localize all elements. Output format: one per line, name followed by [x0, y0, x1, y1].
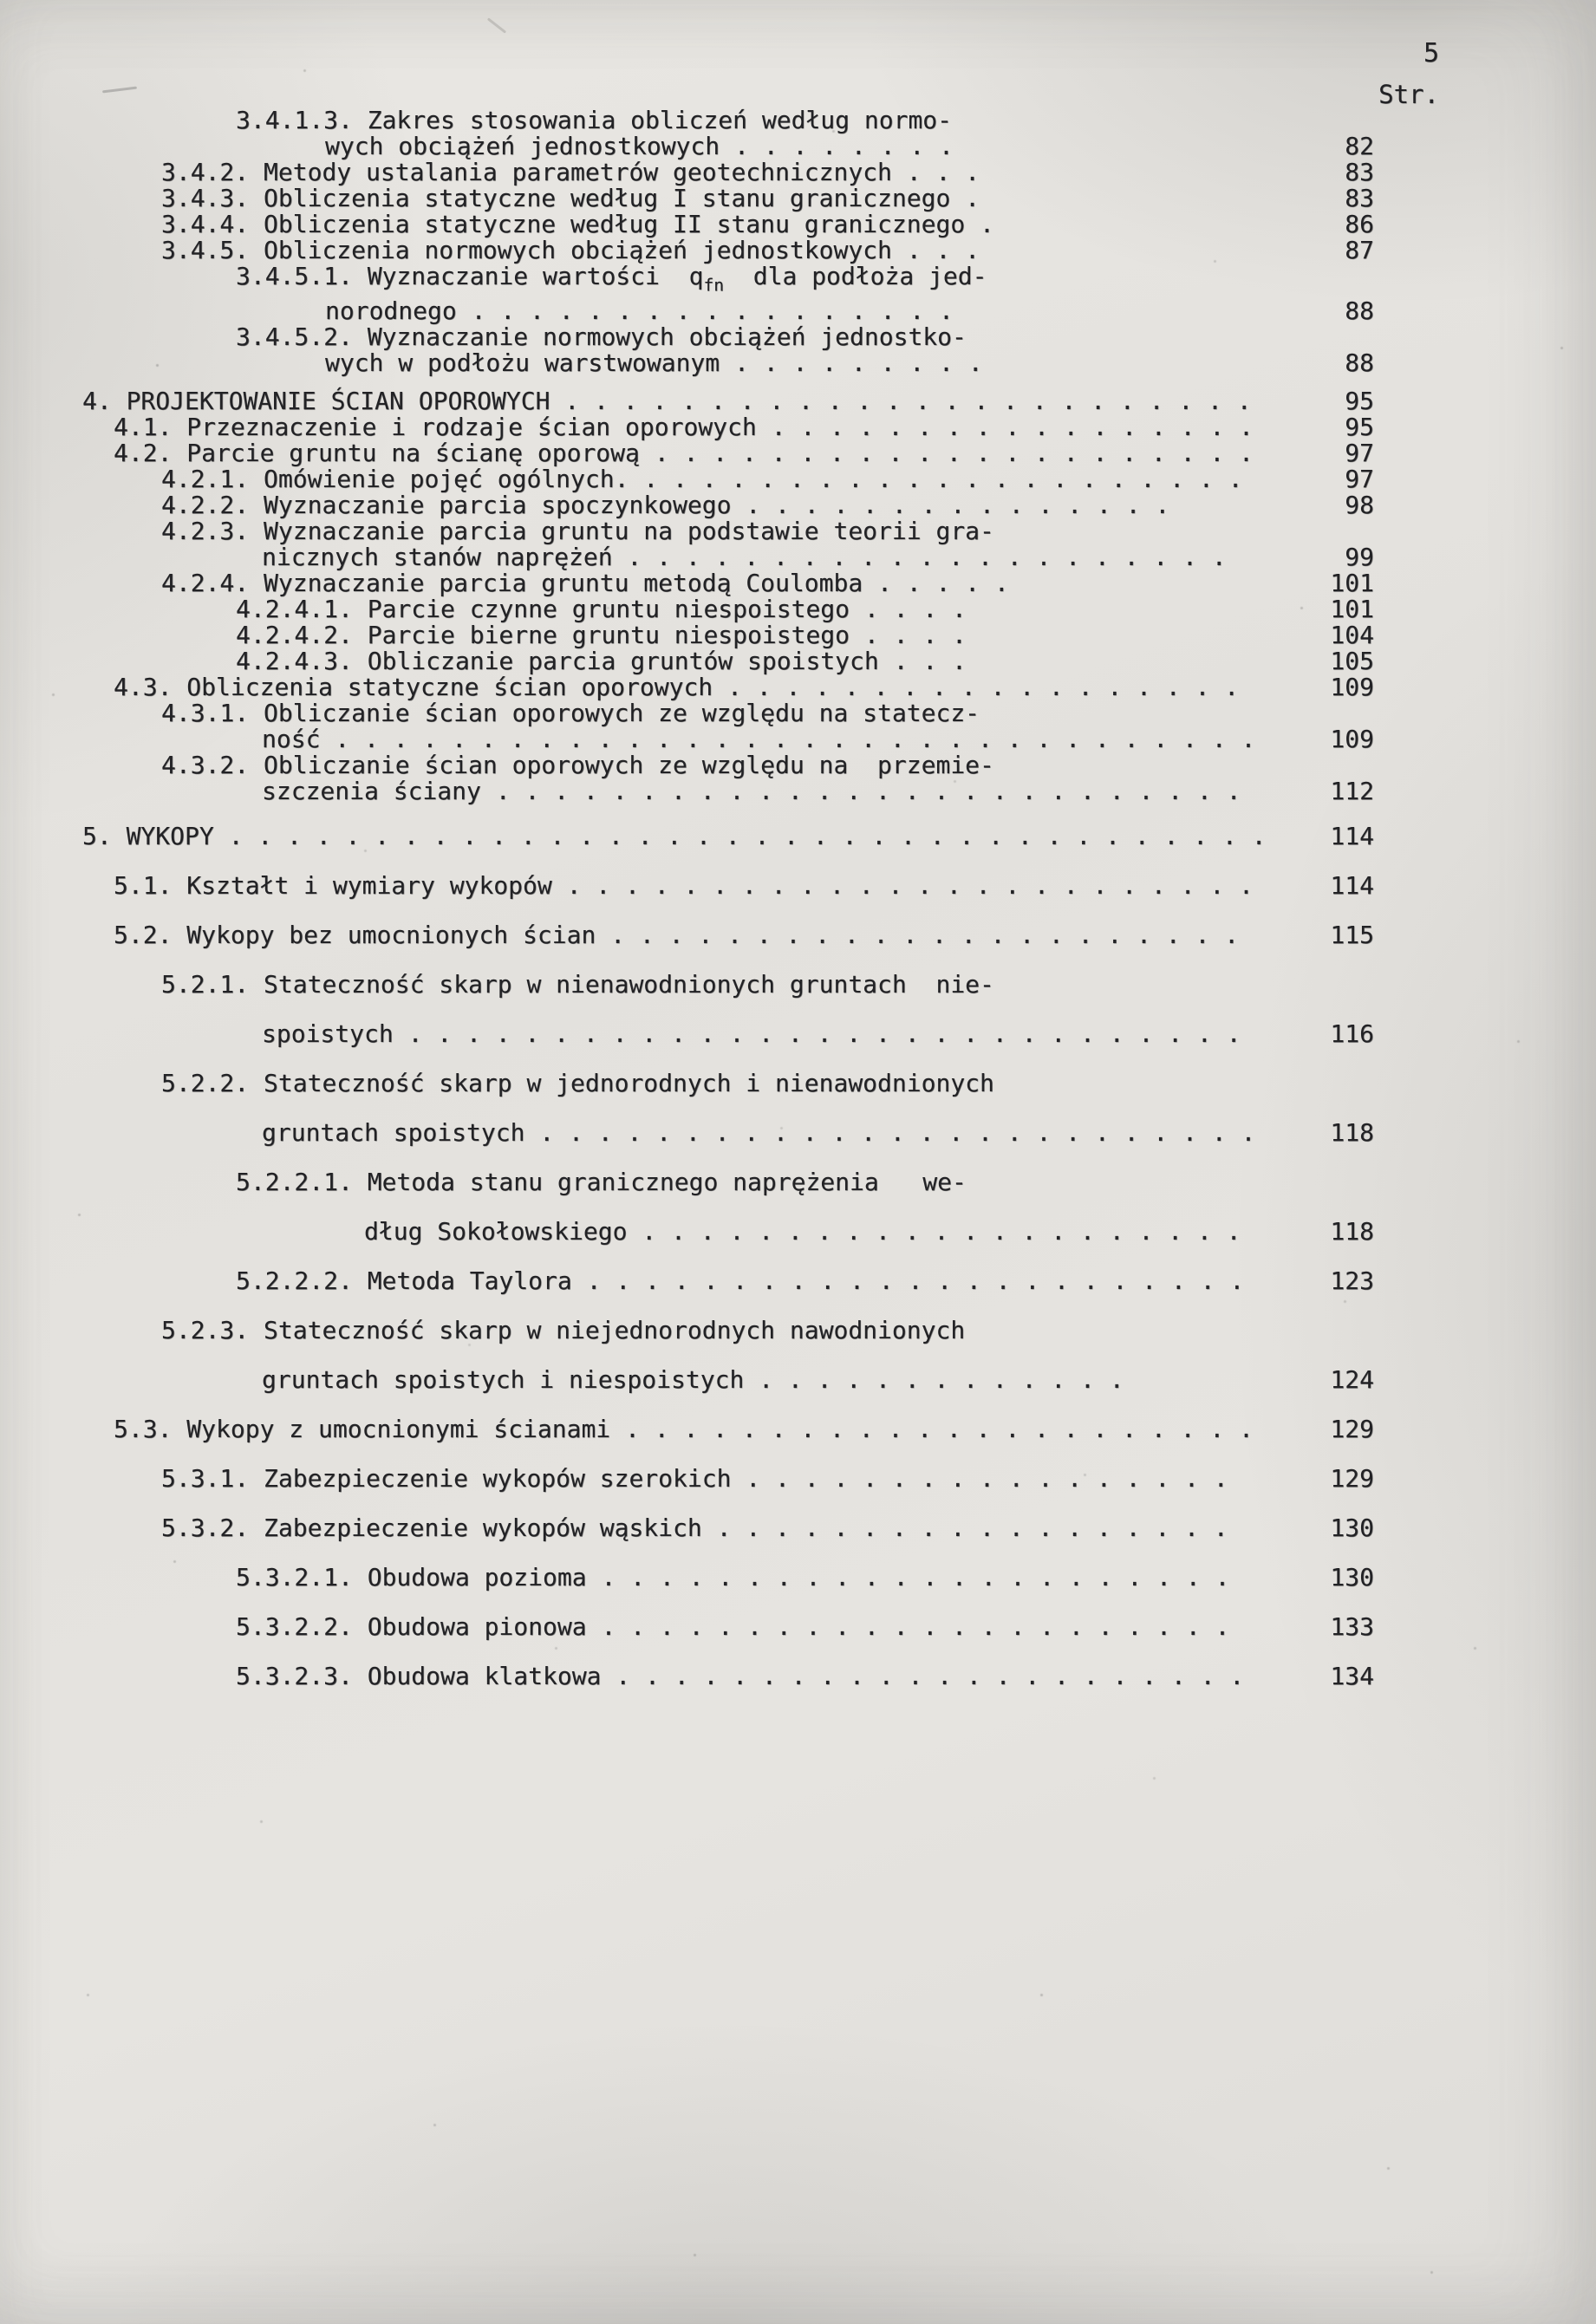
toc-entry-number: 5.2.2.2.	[236, 1266, 368, 1296]
toc-line	[0, 861, 1596, 910]
toc-line	[0, 107, 1596, 133]
toc-entry-title: nicznych stanów naprężeń	[262, 543, 613, 572]
toc-line	[0, 570, 1596, 596]
dot-leader: . . . . . . . . . . . . . . . . . . . . . . .	[571, 1266, 1245, 1296]
toc-line	[0, 752, 1596, 778]
scan-artifact-mark	[487, 17, 506, 33]
toc-entry-text	[161, 212, 994, 238]
toc-line	[0, 596, 1596, 622]
toc-entry-title: Metoda Taylora	[367, 1266, 572, 1296]
toc-entry-number: 5.2.2.	[161, 1069, 264, 1098]
toc-entry-number: 5.2.3.	[161, 1316, 264, 1345]
toc-line	[0, 778, 1596, 804]
toc-entry-number: 4.3.	[114, 673, 187, 702]
toc-line	[0, 1404, 1596, 1454]
toc-entry-text	[236, 1553, 1229, 1602]
toc-entry-text	[325, 133, 954, 159]
toc-line	[0, 1355, 1596, 1404]
toc-line	[0, 1058, 1596, 1108]
toc-entry-text	[114, 861, 1254, 910]
toc-entry-title: Obliczenia statyczne według I stanu granicznego	[264, 184, 951, 212]
toc-entry-number: 3.4.5.1.	[236, 262, 368, 290]
toc-line	[0, 1108, 1596, 1157]
toc-page-number: 116	[1330, 1019, 1374, 1049]
toc-page-number: 115	[1330, 921, 1374, 950]
dot-leader: . . . . . . . . . . . . . . . . . . . . . . . .	[551, 871, 1254, 901]
toc-entry-text	[236, 622, 967, 648]
toc-line	[0, 1256, 1596, 1305]
toc-entry-text	[114, 910, 1239, 960]
toc-entry-number: 5.3.2.2.	[236, 1612, 368, 1642]
toc-page-number: 134	[1330, 1662, 1374, 1691]
toc-entry-text	[262, 1108, 1255, 1157]
dot-leader: . . . . . . . . . . . . . . . . . .	[701, 1514, 1228, 1543]
toc-page-number: 87	[1345, 236, 1374, 264]
toc-entry-title: Obudowa pionowa	[367, 1612, 587, 1642]
toc-entry-title: Parcie bierne gruntu niespoistego	[367, 621, 850, 650]
toc-entry-title: Zabezpieczenie wykopów wąskich	[264, 1514, 702, 1543]
toc-entry-number: 5.3.	[114, 1415, 187, 1444]
dot-leader: . . . . . . . . . . . . . . . . .	[456, 296, 954, 326]
toc-line	[0, 414, 1596, 440]
toc-page-number: 109	[1330, 673, 1374, 702]
toc-entry-title: Wykopy z umocnionymi ścianami	[186, 1415, 611, 1444]
toc-entry-text	[114, 440, 1254, 466]
toc-entry-number: 4.2.4.1.	[236, 595, 368, 624]
toc-entry-title: Zabezpieczenie wykopów szerokich	[264, 1464, 732, 1494]
toc-entry-number: 4.2.1.	[161, 465, 264, 494]
toc-entry-title: Parcie czynne gruntu niespoistego	[367, 595, 850, 624]
dot-leader: . . . . . . . . . . . . . . . . . . . . .	[612, 543, 1227, 572]
toc-page-number: 82	[1345, 132, 1374, 160]
dot-leader: . . . . . . . . . . . . . . . . . . . . . . . . . .	[480, 777, 1241, 806]
dot-leader: . . . . . . . . . . . . . . . . . . . . .	[629, 465, 1243, 494]
toc-entry-number: 4.1.	[114, 413, 187, 442]
toc-entry-title: Wyznaczanie parcia gruntu metodą Coulomba	[264, 569, 863, 598]
toc-entry-number: 5.1.	[114, 871, 187, 901]
toc-line	[0, 622, 1596, 648]
toc-entry-text	[161, 752, 994, 778]
dot-leader: . . . . . . . . . . . . . . . . .	[756, 413, 1254, 442]
toc-entry-title: Stateczność skarp w jednorodnych i nienawodnionych	[264, 1069, 994, 1098]
dot-leader: . . . . . . . . . . . . . . .	[731, 491, 1170, 520]
toc-entry-text	[161, 1305, 965, 1355]
toc-entry-text	[262, 726, 1255, 752]
scan-noise-speckles	[0, 0, 3, 3]
toc-page-number: 99	[1345, 543, 1374, 572]
toc-entry-text	[161, 186, 980, 212]
toc-entry-number: 3.4.4.	[161, 210, 264, 238]
toc-entry-number: 4.2.3.	[161, 517, 264, 546]
dot-leader: . . . . . . . . . . . . . . . . . . . . . .	[601, 1662, 1245, 1691]
dot-leader: . . . . . . . . . . . . . . . . . . . . . .	[610, 1415, 1254, 1444]
toc-entry-number: 3.4.5.2.	[236, 322, 368, 352]
toc-line	[0, 238, 1596, 264]
toc-entry-number: 4.3.2.	[161, 751, 264, 780]
toc-entry-title: Obliczenia statyczne ścian oporowych	[186, 673, 713, 702]
toc-page-number: 95	[1345, 413, 1374, 442]
toc-entry-title: Obudowa pozioma	[367, 1563, 587, 1592]
toc-entry-text	[161, 700, 980, 726]
toc-page-number: 104	[1330, 621, 1374, 650]
toc-entry-title: Obudowa klatkowa	[367, 1662, 602, 1691]
toc-entry-text	[161, 1058, 994, 1108]
toc-line	[0, 350, 1596, 376]
dot-leader: . . . . . . . . . . . . . . . . .	[731, 1464, 1228, 1494]
toc-page-number: 88	[1345, 348, 1374, 378]
toc-line	[0, 1503, 1596, 1553]
toc-entry-text	[114, 414, 1254, 440]
dot-leader: . . . . . . . . . . . . . . . . . . . . . . . . .	[524, 1118, 1256, 1148]
toc-entry-number: 4.2.	[114, 439, 187, 468]
page-column-header: Str.	[1378, 80, 1439, 109]
toc-page-number: 97	[1345, 439, 1374, 468]
toc-entry-text	[325, 350, 983, 376]
toc-entry-number: 4.2.4.	[161, 569, 264, 598]
toc-entry-text	[236, 1602, 1229, 1651]
toc-entry-title: Obliczenia normowych obciążeń jednostkowych	[264, 236, 892, 264]
toc-page-number: 118	[1330, 1217, 1374, 1247]
toc-line	[0, 440, 1596, 466]
toc-entry-title: Zakres stosowania obliczeń według normo-	[367, 106, 953, 134]
toc-page-number: 109	[1330, 725, 1374, 754]
toc-list	[0, 107, 1596, 1701]
toc-entry-text	[161, 518, 994, 544]
toc-entry-title: Metody ustalania parametrów geotechnicznych	[264, 158, 892, 186]
toc-line	[0, 544, 1596, 570]
toc-page-number: 124	[1330, 1365, 1374, 1395]
toc-page-number: 88	[1345, 296, 1374, 326]
toc-page-number: 130	[1330, 1563, 1374, 1592]
toc-entry-title: Przeznaczenie i rodzaje ścian oporowych	[186, 413, 757, 442]
toc-line	[0, 1305, 1596, 1355]
toc-line	[0, 700, 1596, 726]
toc-line	[0, 324, 1596, 350]
toc-line	[0, 264, 1596, 298]
dot-leader: . . .	[891, 236, 980, 264]
toc-entry-text	[236, 264, 987, 298]
toc-entry-text	[161, 466, 1242, 492]
toc-entry-text	[236, 107, 952, 133]
toc-page-number: 129	[1330, 1464, 1374, 1494]
toc-entry-title: Omówienie pojęć ogólnych.	[264, 465, 629, 494]
toc-line	[0, 811, 1596, 861]
toc-entry-title: gruntach spoistych i niespoistych	[262, 1365, 745, 1395]
toc-entry-title: Stateczność skarp w niejednorodnych nawodnionych	[264, 1316, 966, 1345]
toc-line	[0, 466, 1596, 492]
toc-line	[0, 1157, 1596, 1207]
dot-leader: . . . . . . . . . . . . . . . . . . . . . . . . . . . . . . . . . . . .	[213, 822, 1267, 851]
toc-entry-text	[236, 1256, 1244, 1305]
dot-leader: .	[950, 184, 980, 212]
toc-entry-title: Wyznaczanie normowych obciążeń jednostko-	[367, 322, 967, 352]
toc-entry-title: Wykopy bez umocnionych ścian	[186, 921, 596, 950]
toc-line	[0, 518, 1596, 544]
toc-entry-title: szczenia ściany	[262, 777, 481, 806]
toc-page-number: 83	[1345, 184, 1374, 212]
dot-leader: . . . . . . . . . . . . . . . . . . . . . . . . . . . . .	[393, 1019, 1241, 1049]
toc-entry-text	[236, 1651, 1244, 1701]
toc-entry-text	[236, 648, 967, 674]
toc-entry-number: 5.3.1.	[161, 1464, 264, 1494]
toc-page-number: 123	[1330, 1266, 1374, 1296]
toc-line	[0, 1602, 1596, 1651]
toc-entry-text	[161, 1503, 1228, 1553]
toc-entry-number: 5.3.2.1.	[236, 1563, 368, 1592]
toc-entry-number: 5.3.2.3.	[236, 1662, 368, 1691]
toc-entry-number: 4.3.1.	[161, 699, 264, 728]
dot-leader: . . . . . . . . . . . . . . . . . . . . . .	[586, 1563, 1230, 1592]
toc-entry-text	[161, 1454, 1228, 1503]
toc-entry-title: ność	[262, 725, 321, 754]
toc-entry-number: 4.2.2.	[161, 491, 264, 520]
toc-entry-text	[161, 570, 1009, 596]
toc-entry-text	[161, 492, 1169, 518]
toc-entry-number: 4.	[82, 387, 127, 416]
toc-entry-text	[325, 298, 954, 324]
toc-entry-title: gruntach spoistych	[262, 1118, 525, 1148]
toc-entry-title: Wyznaczanie parcia gruntu na podstawie teorii gra-	[264, 517, 994, 546]
toc-entry-text	[161, 159, 980, 186]
toc-entry-text	[236, 1157, 967, 1207]
toc-line	[0, 298, 1596, 324]
toc-line	[0, 1009, 1596, 1058]
toc-entry-number: 5.3.2.	[161, 1514, 264, 1543]
toc-line	[0, 133, 1596, 159]
toc-line	[0, 159, 1596, 186]
toc-page-number: 130	[1330, 1514, 1374, 1543]
toc-line	[0, 910, 1596, 960]
toc-entry-number: 4.2.4.3.	[236, 647, 368, 676]
toc-entry-text	[82, 811, 1266, 861]
toc-entry-title: Obliczanie parcia gruntów spoistych	[367, 647, 879, 676]
toc-entry-text	[236, 324, 967, 350]
toc-entry-number: 5.2.	[114, 921, 187, 950]
dot-leader: . . . . . . . . . . . . . . . . . .	[713, 673, 1240, 702]
toc-entry-title: wych w podłożu warstwowanym	[325, 348, 720, 378]
toc-entry-title: Obliczanie ścian oporowych ze względu na statecz-	[264, 699, 980, 728]
toc-entry-title: wych obciążeń jednostkowych	[325, 132, 720, 160]
toc-entry-title: Kształt i wymiary wykopów	[186, 871, 552, 901]
toc-entry-number: 3.4.5.	[161, 236, 264, 264]
toc-entry-text	[114, 674, 1239, 700]
toc-page-number: 98	[1345, 491, 1374, 520]
toc-line	[0, 1651, 1596, 1701]
toc-page-number: 114	[1330, 871, 1374, 901]
toc-entry-title: Wyznaczanie wartości q	[367, 262, 704, 290]
toc-entry-number: 3.4.2.	[161, 158, 264, 186]
dot-leader: . . . .	[850, 595, 967, 624]
toc-entry-text	[82, 388, 1252, 414]
toc-page-number: 101	[1330, 595, 1374, 624]
toc-page-number: 133	[1330, 1612, 1374, 1642]
dot-leader: . . . . . . . . . . . . . . . . . . . . .	[639, 439, 1254, 468]
toc-entry-title: PROJEKTOWANIE ŚCIAN OPOROWYCH	[126, 387, 550, 416]
toc-entry-title: Parcie gruntu na ścianę oporową	[186, 439, 640, 468]
toc-entry-title: Metoda stanu granicznego naprężenia we-	[367, 1168, 967, 1197]
toc-page-number: 83	[1345, 158, 1374, 186]
toc-entry-text	[161, 238, 980, 264]
dot-leader: . . . . . . . . . . . . . . . . . . . . . .	[596, 921, 1240, 950]
toc-page-number: 95	[1345, 387, 1374, 416]
toc-entry-title: spoistych	[262, 1019, 394, 1049]
toc-entry-number: 5.	[82, 822, 127, 851]
toc-entry-title: WYKOPY	[126, 822, 214, 851]
toc-entry-title: Stateczność skarp w nienawodnionych gruntach nie-	[264, 970, 994, 999]
dot-leader: . . .	[891, 158, 980, 186]
toc-entry-number: 5.2.1.	[161, 970, 264, 999]
dot-leader: . . . . . . . . . . . . . . . . . . . . . . . . . . . . . . . .	[320, 725, 1256, 754]
toc-entry-number: 3.4.3.	[161, 184, 264, 212]
toc-line	[0, 726, 1596, 752]
dot-leader: .	[965, 210, 994, 238]
toc-entry-text	[262, 1009, 1241, 1058]
dot-leader: . . . . . . . . . . . . . . . . . . . . .	[627, 1217, 1241, 1247]
toc-entry-text	[364, 1207, 1241, 1256]
toc-line	[0, 960, 1596, 1009]
toc-entry-title: norodnego	[325, 296, 457, 326]
toc-page-number: 97	[1345, 465, 1374, 494]
toc-entry-title: dla podłoża jed-	[724, 262, 987, 290]
toc-page-number: 101	[1330, 569, 1374, 598]
toc-entry-text	[262, 778, 1241, 804]
toc-line	[0, 492, 1596, 518]
toc-entry-title: Wyznaczanie parcia spoczynkowego	[264, 491, 732, 520]
toc-page-number: 86	[1345, 210, 1374, 238]
dot-leader: . . . . . . . . . . . . .	[744, 1365, 1124, 1395]
dot-leader: . . . . . . . . .	[720, 348, 983, 378]
toc-line	[0, 674, 1596, 700]
toc-entry-number: 4.2.4.2.	[236, 621, 368, 650]
toc-entry-text	[114, 1404, 1254, 1454]
toc-line	[0, 1207, 1596, 1256]
toc-line	[0, 212, 1596, 238]
toc-entry-text	[262, 544, 1227, 570]
toc-page-number: 112	[1330, 777, 1374, 806]
toc-entry-number: 3.4.1.3.	[236, 106, 368, 134]
toc-entry-text	[161, 960, 994, 1009]
toc-entry-title: Obliczanie ścian oporowych ze względu na przemie-	[264, 751, 994, 780]
page-number-folio: 5	[1423, 38, 1439, 68]
toc-entry-text	[262, 1355, 1124, 1404]
dot-leader: . . . . . . . .	[720, 132, 954, 160]
toc-line	[0, 1454, 1596, 1503]
toc-entry-text	[236, 596, 967, 622]
toc-line	[0, 388, 1596, 414]
toc-entry-title: dług Sokołowskiego	[364, 1217, 628, 1247]
toc-line	[0, 1553, 1596, 1602]
toc-entry-title: fn	[703, 275, 725, 296]
toc-page-number: 129	[1330, 1415, 1374, 1444]
toc-page-number: 114	[1330, 822, 1374, 851]
dot-leader: . . . .	[850, 621, 967, 650]
toc-line	[0, 648, 1596, 674]
scan-artifact-pencil-dash	[102, 87, 137, 94]
dot-leader: . . .	[878, 647, 967, 676]
dot-leader: . . . . . . . . . . . . . . . . . . . . . .	[586, 1612, 1230, 1642]
dot-leader: . . . . .	[863, 569, 1009, 598]
dot-leader: . . . . . . . . . . . . . . . . . . . . . . . .	[550, 387, 1252, 416]
toc-entry-number: 5.2.2.1.	[236, 1168, 368, 1197]
toc-page-number: 118	[1330, 1118, 1374, 1148]
toc-entry-title: Obliczenia statyczne według II stanu granicznego	[264, 210, 966, 238]
toc-page-number: 105	[1330, 647, 1374, 676]
toc-line	[0, 186, 1596, 212]
